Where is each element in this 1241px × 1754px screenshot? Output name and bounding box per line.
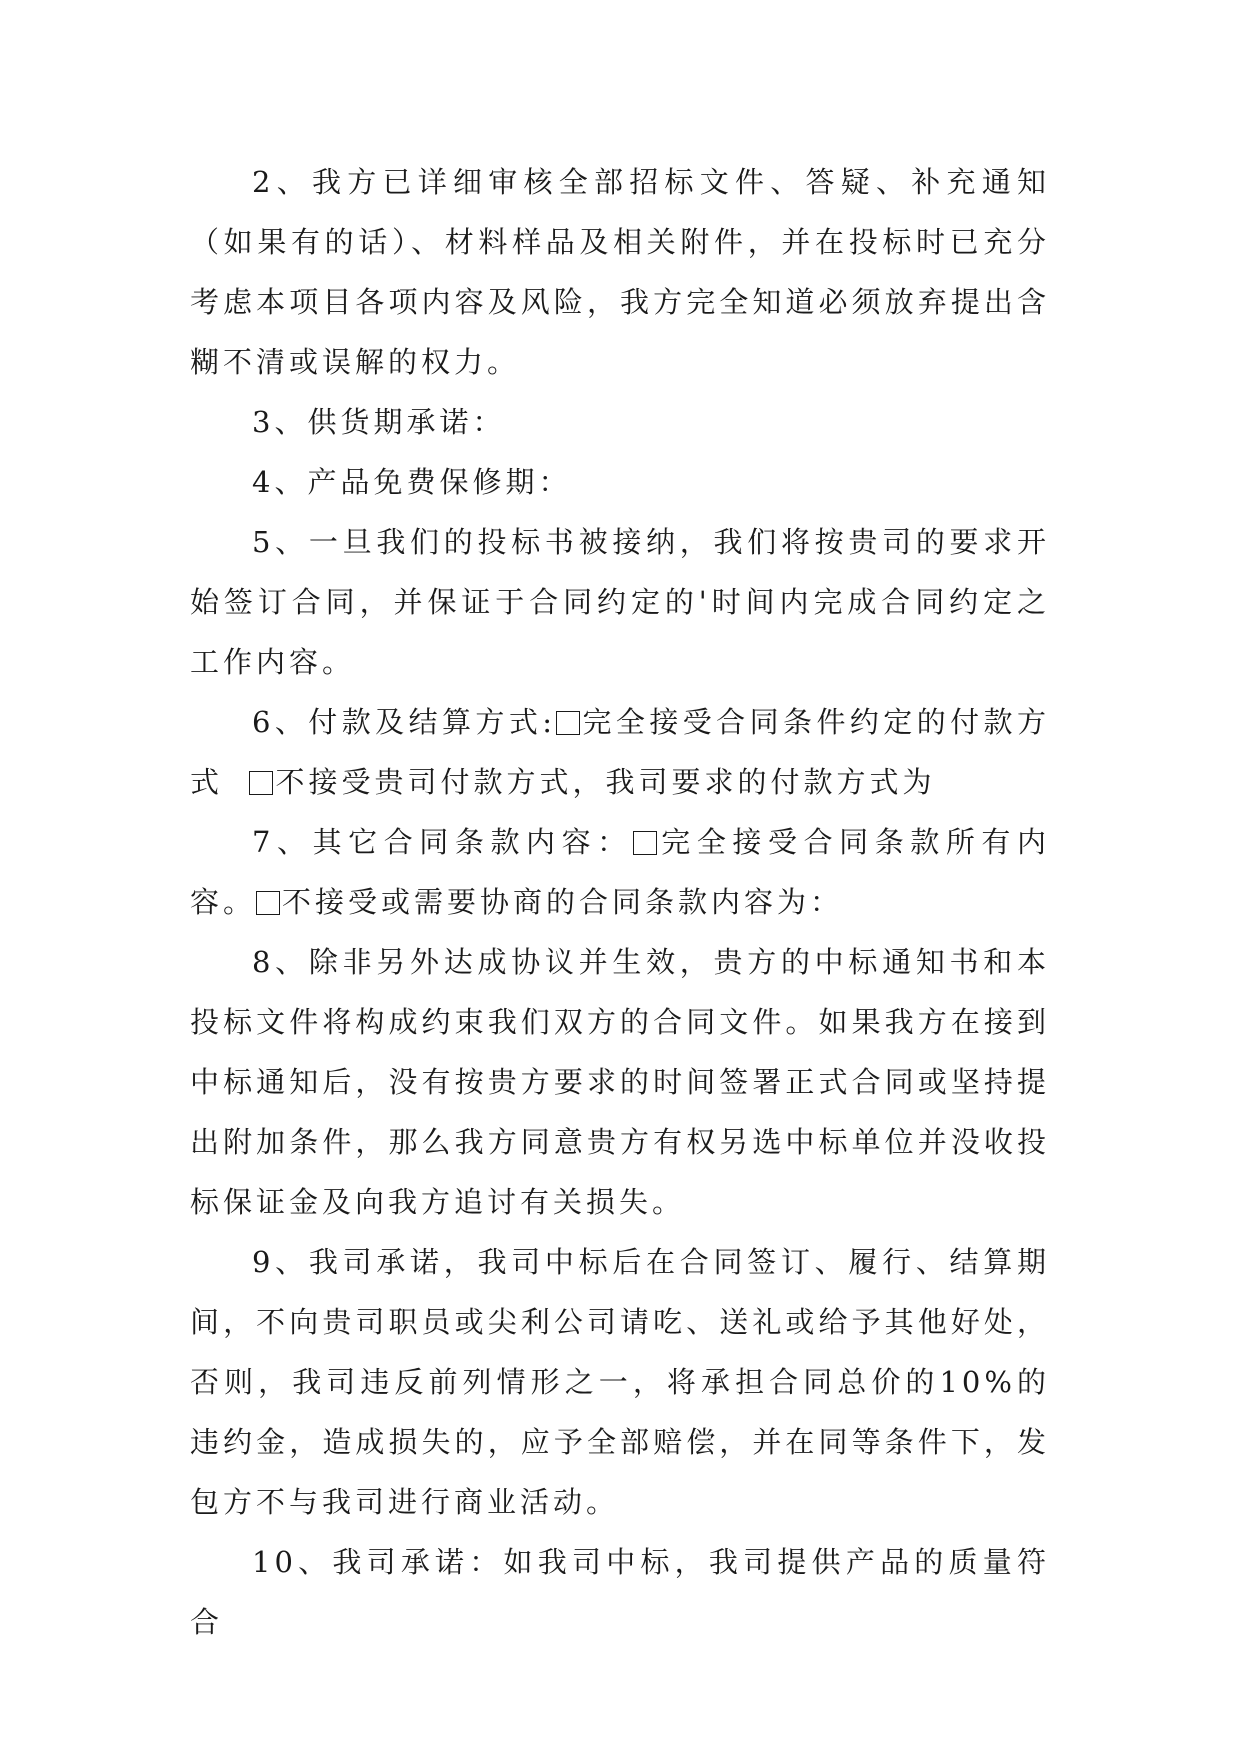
checkbox-reject-payment-icon [249, 771, 273, 795]
paragraph-3: 3、供货期承诺： [252, 405, 506, 439]
paragraph-6-label: 6、付款及结算方式: [252, 705, 557, 739]
checkbox-negotiate-terms-icon [256, 891, 280, 915]
paragraph-5: 5、一旦我们的投标书被接纳，我们将按贵司的要求开始签订合同，并保证于合同约定的'时间内完成合同约定之工作内容。 [190, 525, 1050, 679]
paragraph-6-option-reject: 不接受贵司付款方式，我司要求的付款方式为 [275, 765, 936, 799]
paragraph-4: 4、产品免费保修期： [252, 465, 572, 499]
paragraph-7-label: 7、其它合同条款内容： [252, 825, 633, 859]
paragraph-6-option-accept: 完全接受合同条件约定的付款方式 [190, 705, 1050, 799]
paragraph-9: 9、我司承诺，我司中标后在合同签订、履行、结算期间，不向贵司职员或尖利公司请吃、送礼或给予其他好处，否则，我司违反前列情形之一，将承担合同总价的10%的违约金，造成损失的，应予全部赔偿，并在同等条件下，发包方不与我司进行商业活动。 [190, 1245, 1050, 1519]
checkbox-accept-terms-icon [633, 831, 657, 855]
document-body [190, 152, 1050, 1652]
checkbox-accept-payment-icon [556, 711, 580, 735]
paragraph-2: 2、我方已详细审核全部招标文件、答疑、补充通知（如果有的话）、材料样品及相关附件，并在投标时已充分考虑本项目各项内容及风险，我方完全知道必须放弃提出含糊不清或误解的权力。 [190, 165, 1050, 379]
paragraph-7-option-negotiate: 不接受或需要协商的合同条款内容为： [282, 885, 844, 919]
paragraph-7 [190, 812, 1050, 932]
paragraph-6 [190, 692, 1050, 812]
paragraph-10: 10、我司承诺：如我司中标，我司提供产品的质量符合 [190, 1545, 1050, 1639]
paragraph-7-option-accept: 完全接受合同条款所有内容。 [190, 825, 1050, 919]
paragraph-8: 8、除非另外达成协议并生效，贵方的中标通知书和本投标文件将构成约束我们双方的合同文件。如果我方在接到中标通知后，没有按贵方要求的时间签署正式合同或坚持提出附加条件，那么我方同意贵方有权另选中标单位并没收投标保证金及向我方追讨有关损失。 [190, 945, 1050, 1219]
